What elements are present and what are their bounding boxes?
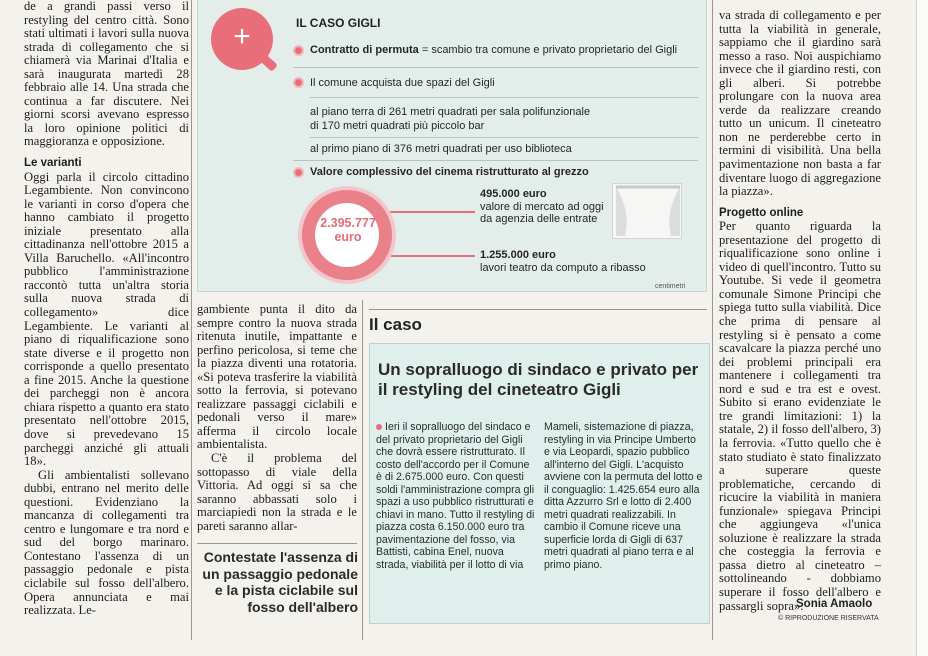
part1-value: 495.000 euro <box>480 188 547 200</box>
article-column-1 <box>24 0 189 618</box>
copyright-notice: © RIPRODUZIONE RISERVATA <box>778 615 879 622</box>
pullquote: Contestate l'assenza di un passaggio pedonale e la pista ciclabile sul fosso dell'albero <box>202 549 358 615</box>
subheading-progetto-online: Progetto online <box>719 206 804 219</box>
part1-desc2: da agenzia delle entrate <box>480 213 598 225</box>
bullet-icon <box>293 45 304 56</box>
article-column-5 <box>719 9 881 613</box>
column-rule <box>191 0 192 640</box>
plus-icon: + <box>233 20 251 53</box>
part1-desc1: valore di mercato ad oggi <box>480 201 604 213</box>
bullet-icon <box>293 77 304 88</box>
section-rule <box>369 309 707 310</box>
info-sub-bar: di 170 metri quadrati più piccolo bar <box>310 120 485 132</box>
box-column-2: Mameli, sistemazione di piazza, restyling in via Principe Umberto e via Leopardi, spazio pubblico all'interno del Gigli. L'acquisto avviene con la permuta del lotto e il conguaglio: 1.425.654 euro alla ditta Azzurro Srl e lotto di 2.400 metri quadrati realizzabili. In cambio il Comune riceve una superficie lorda di Gigli di 637 metri quadrati al piano terra e al primo piano. <box>544 421 703 571</box>
article-column-2 <box>197 303 357 533</box>
paragraph: va strada di collegamento e per tutta la viabilità in generale, sappiamo che il giardino sarà messo a raso. Noi auspichiamo invece che il giardino resti, con gli alberi. Si potrebbe prolungare con la nuova area verde da realizzare creando tutto un unicum. Il cineteatro non ne perderebbe certo in termini di visibilità. Una bella pavimentazione non basta a far diventare luogo di aggregazione la piazza». <box>719 8 881 199</box>
info-item-acquisto: Il comune acquista due spazi del Gigli <box>310 77 495 89</box>
connector-lines <box>380 190 490 270</box>
divider <box>293 160 698 161</box>
info-total-label: Valore complessivo del cinema ristrutturato al grezzo <box>310 166 589 178</box>
box-headline: Un sopralluogo di sindaco e privato per il restyling del cineteatro Gigli <box>378 360 699 399</box>
info-item-permuta: Contratto di permuta = scambio tra comune e privato proprietario del Gigli <box>310 44 678 56</box>
infographic-title: IL CASO GIGLI <box>296 16 381 30</box>
paragraph: Per quanto riguarda la presentazione del progetto di riqualificazione sono online i video di quell'incontro. Tutto su Youtube. Si vede il geometra comunale Simone Principi che spiega tutto sulla viabilità. Dice che prima di pensare al restyling si è pensato a come scavalcare la piazza perché uno dei problemi principali era mantenere i collegamenti tra nord e sud e tra est e ovest. Subito si erano evidenziate le tre grandi limitazioni: 1) la statale, 2) il fosso dell'albero, 3) la ferrovia. «Tutto quello che è stato studiato è stato finalizzato a superare queste problematiche, cercando di ricucire la viabilità in maniera funzionale» spiegava Principi che aggiungeva «l'unica soluzione è realizzare la strada che costeggia la ferrovia e passa dietro al cineteatro – sottolineando - dobbiamo superare il fosso dell'albero e passargli sopra». <box>719 219 881 613</box>
paragraph: gambiente punta il dito da sempre contro la nuova strada ritenuta inutile, impattante e perfino pericolosa, si teme che la piazza diventi una rotatoria. «Si poteva trasferire la viabilità sotto la ferrovia, si potevano realizzare passaggi ciclabili e pedonali verso il mare» afferma il circolo locale ambientalista. <box>197 302 357 452</box>
info-sub-pianoterra: al piano terra di 261 metri quadrati per sala polifunzionale <box>310 106 591 118</box>
author-signature: Sonia Amaolo <box>796 598 873 610</box>
column-rule <box>362 300 363 640</box>
column-rule <box>712 0 713 640</box>
paragraph: Gli ambientalisti sollevano dubbi, entrano nel merito delle questioni. Evidenziano la mancanza di collegamenti tra centro e lungomare e tra nord e sud del borgo marinaro. Contestano l'assenza di un passaggio pedonale e pista ciclabile sul fosso dell'albero. Opera annunciata e mai realizzata. Le- <box>24 467 189 618</box>
divider <box>293 67 698 68</box>
box-body-1: Ieri il sopralluogo del sindaco e del privato proprietario del Gigli che dovrà essere ristrutturato. Il costo dell'accordo per il Comune è di 2.675.000 euro. Con questi soldi l'amministrazione compra gli spazi a uso pubblico ristrutturati e chiavi in mano. Tutto il restyling di piazza costa 6.150.000 euro tra pavimentazione del fosso, via Battisti, cabina Enel, nuova strada, viabilità per il lotto di via <box>376 421 535 571</box>
infographic-credit: centimetri <box>655 283 686 290</box>
intro-paragraph: de a grandi passi verso il restyling del centro città. Sono stati ultimati i lavori sulla nuova strada di collegamento che si chiamerà via Marinai d'Italia e sarà inaugurata martedì 28 febbraio alle 14. Una strada che continua a far discutere. Nei giorni scorsi avevano espresso la loro opinione politici di maggioranza e opposizione. <box>24 0 189 149</box>
pullquote-rule <box>197 543 357 544</box>
total-value: 2.395.777 euro <box>320 216 376 244</box>
paragraph: Oggi parla il circolo cittadino Legambiente. Non convincono le varianti in corso d'opera che hanno cambiato il progetto iniziale presentato alla cittadinanza nell'ottobre 2015 a Villa Baruchello. «All'incontro pubblico l'amministrazione raccontò tutta un'altra storia sulla nuova strada di collegamento» dice Legambiente. Le varianti al piano di riqualificazione sono state diverse e il progetto non corrisponde a quello presentato a fine 2015. Anche la questione dei parcheggi non è ancora chiara rispetto a quanto era stato presentato nell'ottobre 2015, dove si prevedevano 15 parcheggi anziché gli attuali 18». <box>24 169 189 469</box>
info-sub-primopiano: al primo piano di 376 metri quadrati per uso biblioteca <box>310 143 572 155</box>
theatre-curtain-icon <box>612 183 682 239</box>
page-edge <box>916 0 928 656</box>
paragraph: C'è il problema del sottopasso di viale della Vittoria. Ad oggi si sa che saranno abbassati solo i marciapiedi non la strada e le pareti saranno allar- <box>197 451 357 533</box>
part2-value: 1.255.000 euro <box>480 249 556 261</box>
section-label: Il caso <box>369 315 422 334</box>
subheading-varianti: Le varianti <box>24 157 82 170</box>
box-column-1 <box>376 421 536 571</box>
divider <box>310 137 698 138</box>
bullet-icon <box>376 424 382 430</box>
part2-desc: lavori teatro da computo a ribasso <box>480 262 646 274</box>
bullet-icon <box>293 167 304 178</box>
divider <box>310 97 698 98</box>
